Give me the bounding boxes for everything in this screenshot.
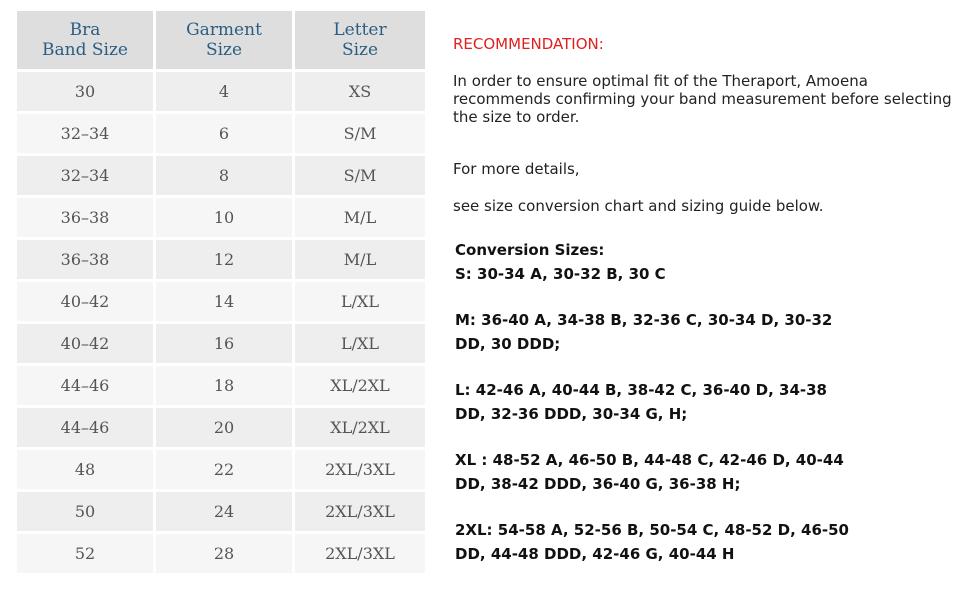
letter-size-cell: L/XL [295, 282, 425, 321]
band-size-cell: 40–42 [17, 282, 153, 321]
garment-size-cell: 24 [156, 492, 292, 531]
header-letter-size [295, 11, 425, 69]
table-row [17, 72, 425, 111]
letter-size-cell: XL/2XL [295, 366, 425, 405]
conversion-title: Conversion Sizes: [455, 241, 605, 259]
letter-size-cell: XS [295, 72, 425, 111]
header-line: Bra [69, 20, 101, 40]
letter-size-cell: XL/2XL [295, 408, 425, 447]
header-line: Garment [186, 20, 262, 40]
letter-size-cell: 2XL/3XL [295, 492, 425, 531]
letter-size-cell: L/XL [295, 324, 425, 363]
conversion-item-xl: XL : 48-52 A, 46-50 B, 44-48 C, 42-46 D, 40-44 DD, 38-42 DDD, 36-40 G, 36-38 H; [455, 451, 844, 493]
table-row [17, 366, 425, 405]
band-size-cell: 50 [17, 492, 153, 531]
header-bra-band-size [17, 11, 153, 69]
garment-size-cell: 12 [156, 240, 292, 279]
table-row [17, 240, 425, 279]
garment-size-cell: 28 [156, 534, 292, 573]
header-line: Size [341, 40, 379, 60]
table-header-row [17, 11, 425, 69]
table-row [17, 114, 425, 153]
band-size-cell: 36–38 [17, 240, 153, 279]
recommendation-body: In order to ensure optimal fit of the Theraport, Amoena recommends confirming your band measurement before selecting the size to order. [453, 72, 952, 126]
table-row [17, 198, 425, 237]
letter-size-cell: M/L [295, 240, 425, 279]
size-chart-table [14, 8, 428, 576]
letter-size-cell: 2XL/3XL [295, 450, 425, 489]
band-size-cell: 30 [17, 72, 153, 111]
conversion-item-s: S: 30-34 A, 30-32 B, 30 C [455, 265, 666, 283]
garment-size-cell: 4 [156, 72, 292, 111]
more-details-text: For more details, [453, 160, 580, 178]
conversion-sizes [455, 238, 955, 588]
header-line: Letter [333, 20, 387, 40]
header-line: Band Size [42, 40, 128, 60]
letter-size-cell: S/M [295, 156, 425, 195]
table-row [17, 408, 425, 447]
header-garment-size [156, 11, 292, 69]
garment-size-cell: 22 [156, 450, 292, 489]
garment-size-cell: 20 [156, 408, 292, 447]
garment-size-cell: 18 [156, 366, 292, 405]
band-size-cell: 40–42 [17, 324, 153, 363]
garment-size-cell: 6 [156, 114, 292, 153]
table-row [17, 282, 425, 321]
letter-size-cell: M/L [295, 198, 425, 237]
conversion-item-2xl: 2XL: 54-58 A, 52-56 B, 50-54 C, 48-52 D, 46-50 DD, 44-48 DDD, 42-46 G, 40-44 H [455, 521, 849, 563]
band-size-cell: 44–46 [17, 408, 153, 447]
letter-size-cell: S/M [295, 114, 425, 153]
garment-size-cell: 10 [156, 198, 292, 237]
band-size-cell: 32–34 [17, 156, 153, 195]
band-size-cell: 48 [17, 450, 153, 489]
garment-size-cell: 16 [156, 324, 292, 363]
header-line: Size [205, 40, 243, 60]
band-size-cell: 36–38 [17, 198, 153, 237]
table-row [17, 492, 425, 531]
table-row [17, 156, 425, 195]
garment-size-cell: 8 [156, 156, 292, 195]
table-row [17, 534, 425, 573]
band-size-cell: 44–46 [17, 366, 153, 405]
band-size-cell: 32–34 [17, 114, 153, 153]
see-chart-text: see size conversion chart and sizing guide below. [453, 197, 824, 215]
conversion-item-m: M: 36-40 A, 34-38 B, 32-36 C, 30-34 D, 30-32 DD, 30 DDD; [455, 311, 833, 353]
garment-size-cell: 14 [156, 282, 292, 321]
table-row [17, 324, 425, 363]
table-row [17, 450, 425, 489]
letter-size-cell: 2XL/3XL [295, 534, 425, 573]
band-size-cell: 52 [17, 534, 153, 573]
conversion-item-l: L: 42-46 A, 40-44 B, 38-42 C, 36-40 D, 34-38 DD, 32-36 DDD, 30-34 G, H; [455, 381, 827, 423]
recommendation-panel [453, 0, 963, 600]
recommendation-heading: RECOMMENDATION: [453, 35, 604, 53]
